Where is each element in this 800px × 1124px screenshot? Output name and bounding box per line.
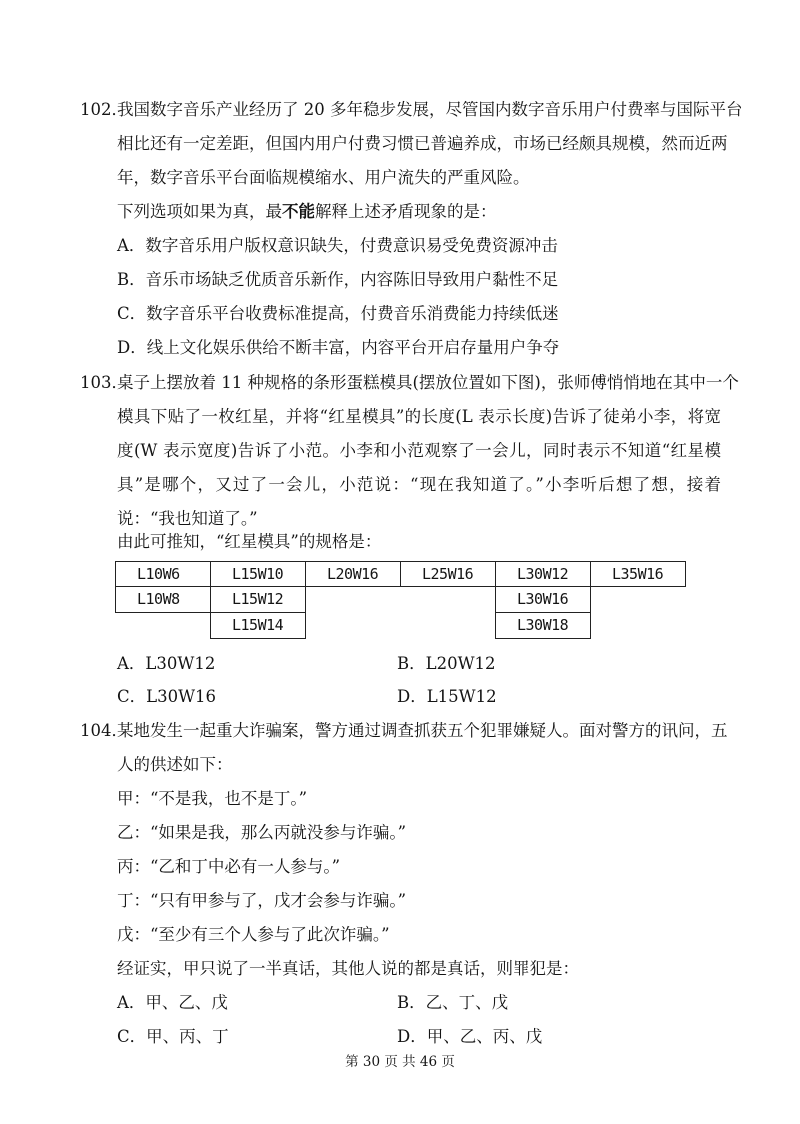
mold-cell: L30W18 — [495, 612, 591, 639]
question-102-stem-line-3: 年，数字音乐平台面临规模缩水、用户流失的严重风险。 — [117, 168, 530, 187]
question-102-prompt — [117, 201, 497, 223]
question-103-option-d: D．L15W12 — [397, 687, 497, 706]
question-103-prompt: 由此可推知，“红星模具”的规格是： — [117, 532, 382, 551]
question-102-number: 102． — [80, 100, 128, 119]
question-102-option-d: D．线上文化娱乐供给不断丰富，内容平台开启存量用户争夺 — [117, 338, 560, 357]
question-102-stem-line-2: 相比还有一定差距，但国内用户付费习惯已普遍养成，市场已经颇具规模，然而近两 — [117, 134, 728, 153]
question-102-option-b: B．音乐市场缺乏优质音乐新作，内容陈旧导致用户黏性不足 — [117, 270, 559, 289]
question-103-option-c: C．L30W16 — [117, 687, 217, 706]
mold-cell: L35W16 — [590, 561, 686, 587]
question-103-stem-line-5: 说：“我也知道了。” — [117, 509, 258, 528]
mold-cell: L15W12 — [210, 586, 306, 613]
question-103-stem-line-1: 桌子上摆放着 11 种规格的条形蛋糕模具(摆放位置如下图)，张师傅悄悄地在其中一个 — [117, 373, 739, 392]
question-104-option-d: D．甲、乙、丙、戊 — [397, 1027, 543, 1046]
suspect-statement: 甲：“不是我，也不是丁。” — [117, 789, 308, 808]
question-103-number: 103． — [80, 373, 128, 392]
question-104-option-b: B．乙、丁、戊 — [397, 993, 509, 1012]
mold-cell: L25W16 — [400, 561, 496, 587]
question-104-number: 104． — [80, 721, 128, 740]
question-103-option-a: A．L30W12 — [117, 654, 216, 673]
question-104-stem-line-2: 人的供述如下： — [117, 755, 233, 774]
mold-cell: L30W12 — [495, 561, 591, 587]
suspect-statement: 丁：“只有甲参与了，戊才会参与诈骗。” — [117, 891, 407, 910]
mold-cell: L20W16 — [305, 561, 401, 587]
mold-cell: L30W16 — [495, 586, 591, 613]
question-104-prompt: 经证实，甲只说了一半真话，其他人说的都是真话，则罪犯是： — [117, 959, 579, 978]
mold-cell: L15W14 — [210, 612, 306, 639]
question-102-option-a: A．数字音乐用户版权意识缺失，付费意识易受免费资源冲击 — [117, 236, 558, 255]
question-103-stem-line-2: 模具下贴了一枚红星，并将“红星模具”的长度(L 表示长度)告诉了徒弟小李，将宽 — [117, 407, 721, 426]
prompt-text: 解释上述矛盾现象的是： — [315, 202, 497, 221]
question-104-stem-line-1: 某地发生一起重大诈骗案，警方通过调查抓获五个犯罪嫌疑人。面对警方的讯问，五 — [117, 721, 728, 740]
question-103-stem-line-3: 度(W 表示宽度)告诉了小范。小李和小范观察了一会儿，同时表示不知道“红星模 — [117, 441, 721, 460]
question-102-option-c: C．数字音乐平台收费标准提高，付费音乐消费能力持续低迷 — [117, 304, 559, 323]
question-103-option-b: B．L20W12 — [397, 654, 496, 673]
prompt-emphasis: 不能 — [282, 202, 315, 221]
mold-cell: L10W8 — [115, 586, 211, 613]
question-102-stem-line-1: 我国数字音乐产业经历了 20 多年稳步发展，尽管国内数字音乐用户付费率与国际平台 — [117, 100, 743, 119]
question-104-option-a: A．甲、乙、戊 — [117, 993, 228, 1012]
suspect-statement: 戊：“至少有三个人参与了此次诈骗。” — [117, 925, 390, 944]
suspect-statement: 丙：“乙和丁中必有一人参与。” — [117, 857, 341, 876]
mold-cell: L15W10 — [210, 561, 306, 587]
prompt-text: 下列选项如果为真，最 — [117, 202, 282, 221]
suspect-statement: 乙：“如果是我，那么丙就没参与诈骗。” — [117, 823, 407, 842]
page-footer: 第 30 页 共 46 页 — [345, 1054, 455, 1070]
question-104-option-c: C．甲、丙、丁 — [117, 1027, 229, 1046]
mold-cell: L10W6 — [115, 561, 211, 587]
question-103-stem-line-4: 具”是哪个，又过了一会儿，小范说：“现在我知道了。”小李听后想了想，接着 — [117, 475, 721, 494]
